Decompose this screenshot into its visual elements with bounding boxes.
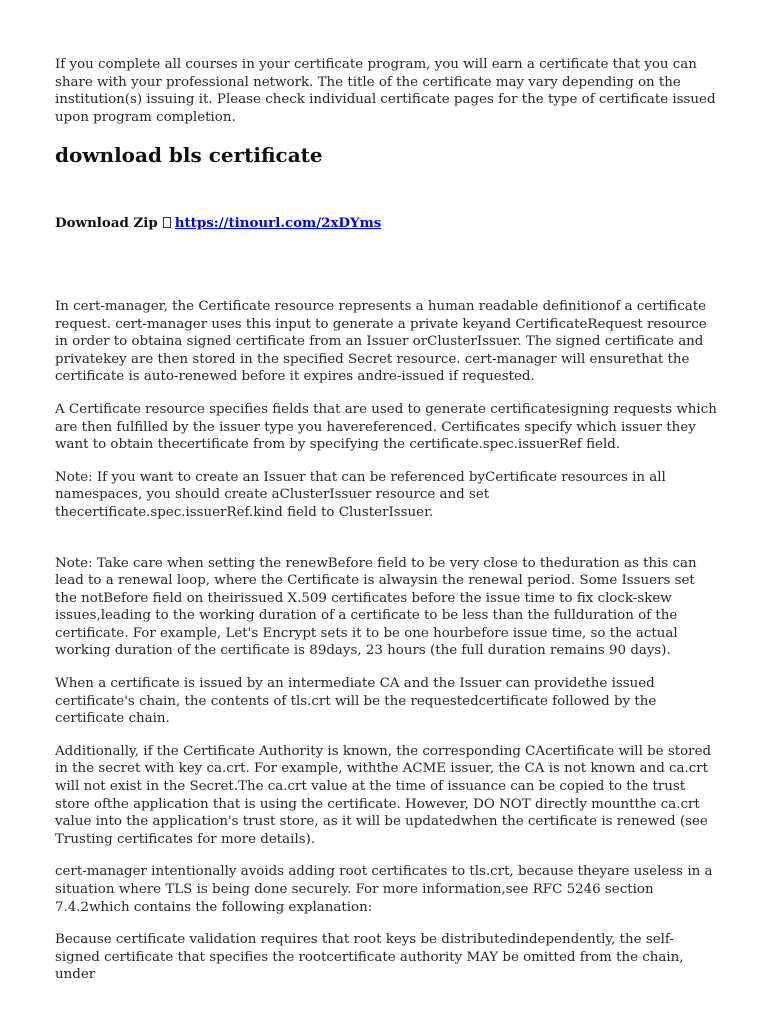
download-label: Download Zip — [55, 215, 158, 232]
document-page — [55, 56, 717, 984]
intro-paragraph: If you complete all courses in your certificate program, you will earn a certificate that you can share with your professional network. The title of the certificate may vary depending on the institution(s) issuing it. Please check individual certificate pages for the type of certificate issued upon program completion. — [55, 57, 716, 125]
download-line — [55, 215, 717, 233]
body-paragraph-3: Note: If you want to create an Issuer that can be referenced byCertificate resources in all namespaces, you should create aClusterIssuer resource and set thecertificate.spec.issuerRef.kind field to ClusterIssuer. — [55, 469, 666, 520]
body-paragraph-4: Note: Take care when setting the renewBefore field to be very close to theduration as this can lead to a renewal loop, where the Certificate is alwaysin the renewal period. Some Issuers set the notBefore field on theirissued X.509 certificates before the issue time to fix clock-skew issues,leading to the working duration of a certificate to be less than the fullduration of the certificate. For example, Let's Encrypt sets it to be one hourbefore issue time, so the actual working duration of the certificate is 89days, 23 hours (the full duration remains 90 days). — [55, 555, 697, 659]
download-link[interactable]: https://tinourl.com/2xDYms — [174, 215, 382, 232]
body-paragraph-2: A Certificate resource specifies fields that are used to generate certificatesigning requests which are then fulfilled by the issuer type you havereferenced. Certificates specify which issuer they want to obtain thecertificate from by specifying the certificate.spec.issuerRef field. — [55, 401, 717, 453]
body-paragraph-6: Additionally, if the Certificate Authority is known, the corresponding CAcertificate will be stored in the secret with key ca.crt. For example, withthe ACME issuer, the CA is not known and ca.crt will not exist in the Secret.The ca.crt value at the time of issuance can be copied to the trust store ofthe application that is using the certificate. However, DO NOT directly mountthe ca.crt value into the application's trust store, as it will be updatedwhen the certificate is renewed (see Trusting certificates for more details). — [55, 743, 712, 847]
body-paragraph-1: In cert-manager, the Certificate resource represents a human readable definitionof a certificate request. cert-manager uses this input to generate a private keyand CertificateRequest resource in order to obtaina signed certificate from an Issuer orClusterIssuer. The signed certificate and privatekey are then stored in the specified Secret resource. cert-manager will ensurethat the certificate is auto-renewed before it expires andre-issued if requested. — [55, 298, 707, 385]
body-paragraph-5: When a certificate is issued by an intermediate CA and the Issuer can providethe issued certificate's chain, the contents of tls.crt will be the requestedcertificate followed by the certificate chain. — [55, 676, 657, 727]
page-title: download bls certificate — [55, 143, 323, 168]
body-paragraph-7: cert-manager intentionally avoids adding root certificates to tls.crt, because theyare useless in a situation where TLS is being done securely. For more information,see RFC 5246 section 7.4.2which contains the following explanation: — [55, 864, 713, 915]
body-paragraph-8: Because certificate validation requires that root keys be distributedindependently, the self-signed certificate that specifies the rootcertificate authority MAY be omitted from the chain, under — [55, 932, 684, 983]
box-glyph-icon — [163, 217, 171, 228]
